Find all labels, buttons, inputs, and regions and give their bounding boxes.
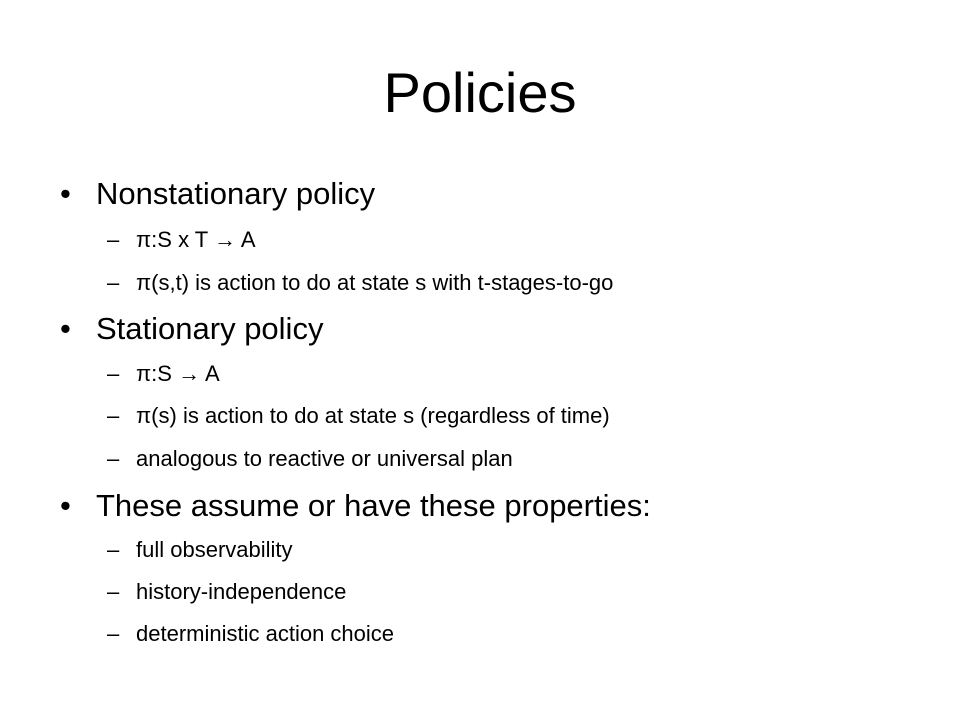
- bullet-text: These assume or have these properties:: [96, 488, 651, 523]
- sub-bullet-text: π:S → A: [136, 361, 220, 386]
- sub-bullet-marker: –: [107, 537, 120, 562]
- bullet-text: Nonstationary policy: [96, 176, 376, 211]
- sub-bullet-text: π(s) is action to do at state s (regardless of time): [136, 403, 610, 428]
- bullet-marker: •: [60, 488, 71, 523]
- sub-bullet-marker: –: [107, 579, 120, 604]
- sub-bullet-text: history-independence: [136, 579, 347, 604]
- bullet-marker: •: [60, 311, 71, 346]
- sub-bullet-marker: –: [107, 621, 120, 646]
- sub-bullet-marker: –: [107, 403, 120, 428]
- bullet-text: Stationary policy: [96, 311, 324, 346]
- sub-bullet-text: analogous to reactive or universal plan: [136, 446, 513, 471]
- sub-bullet-text: deterministic action choice: [136, 621, 395, 646]
- slide-title: Policies: [383, 61, 577, 124]
- sub-bullet-marker: –: [107, 361, 120, 386]
- sub-bullet-text: π(s,t) is action to do at state s with t-stages-to-go: [136, 270, 614, 295]
- sub-bullet-text: π:S x T → A: [136, 227, 256, 252]
- bullet-marker: •: [60, 176, 71, 211]
- sub-bullet-marker: –: [107, 270, 120, 295]
- sub-bullet-marker: –: [107, 227, 120, 252]
- sub-bullet-text: full observability: [136, 537, 293, 562]
- sub-bullet-marker: –: [107, 446, 120, 471]
